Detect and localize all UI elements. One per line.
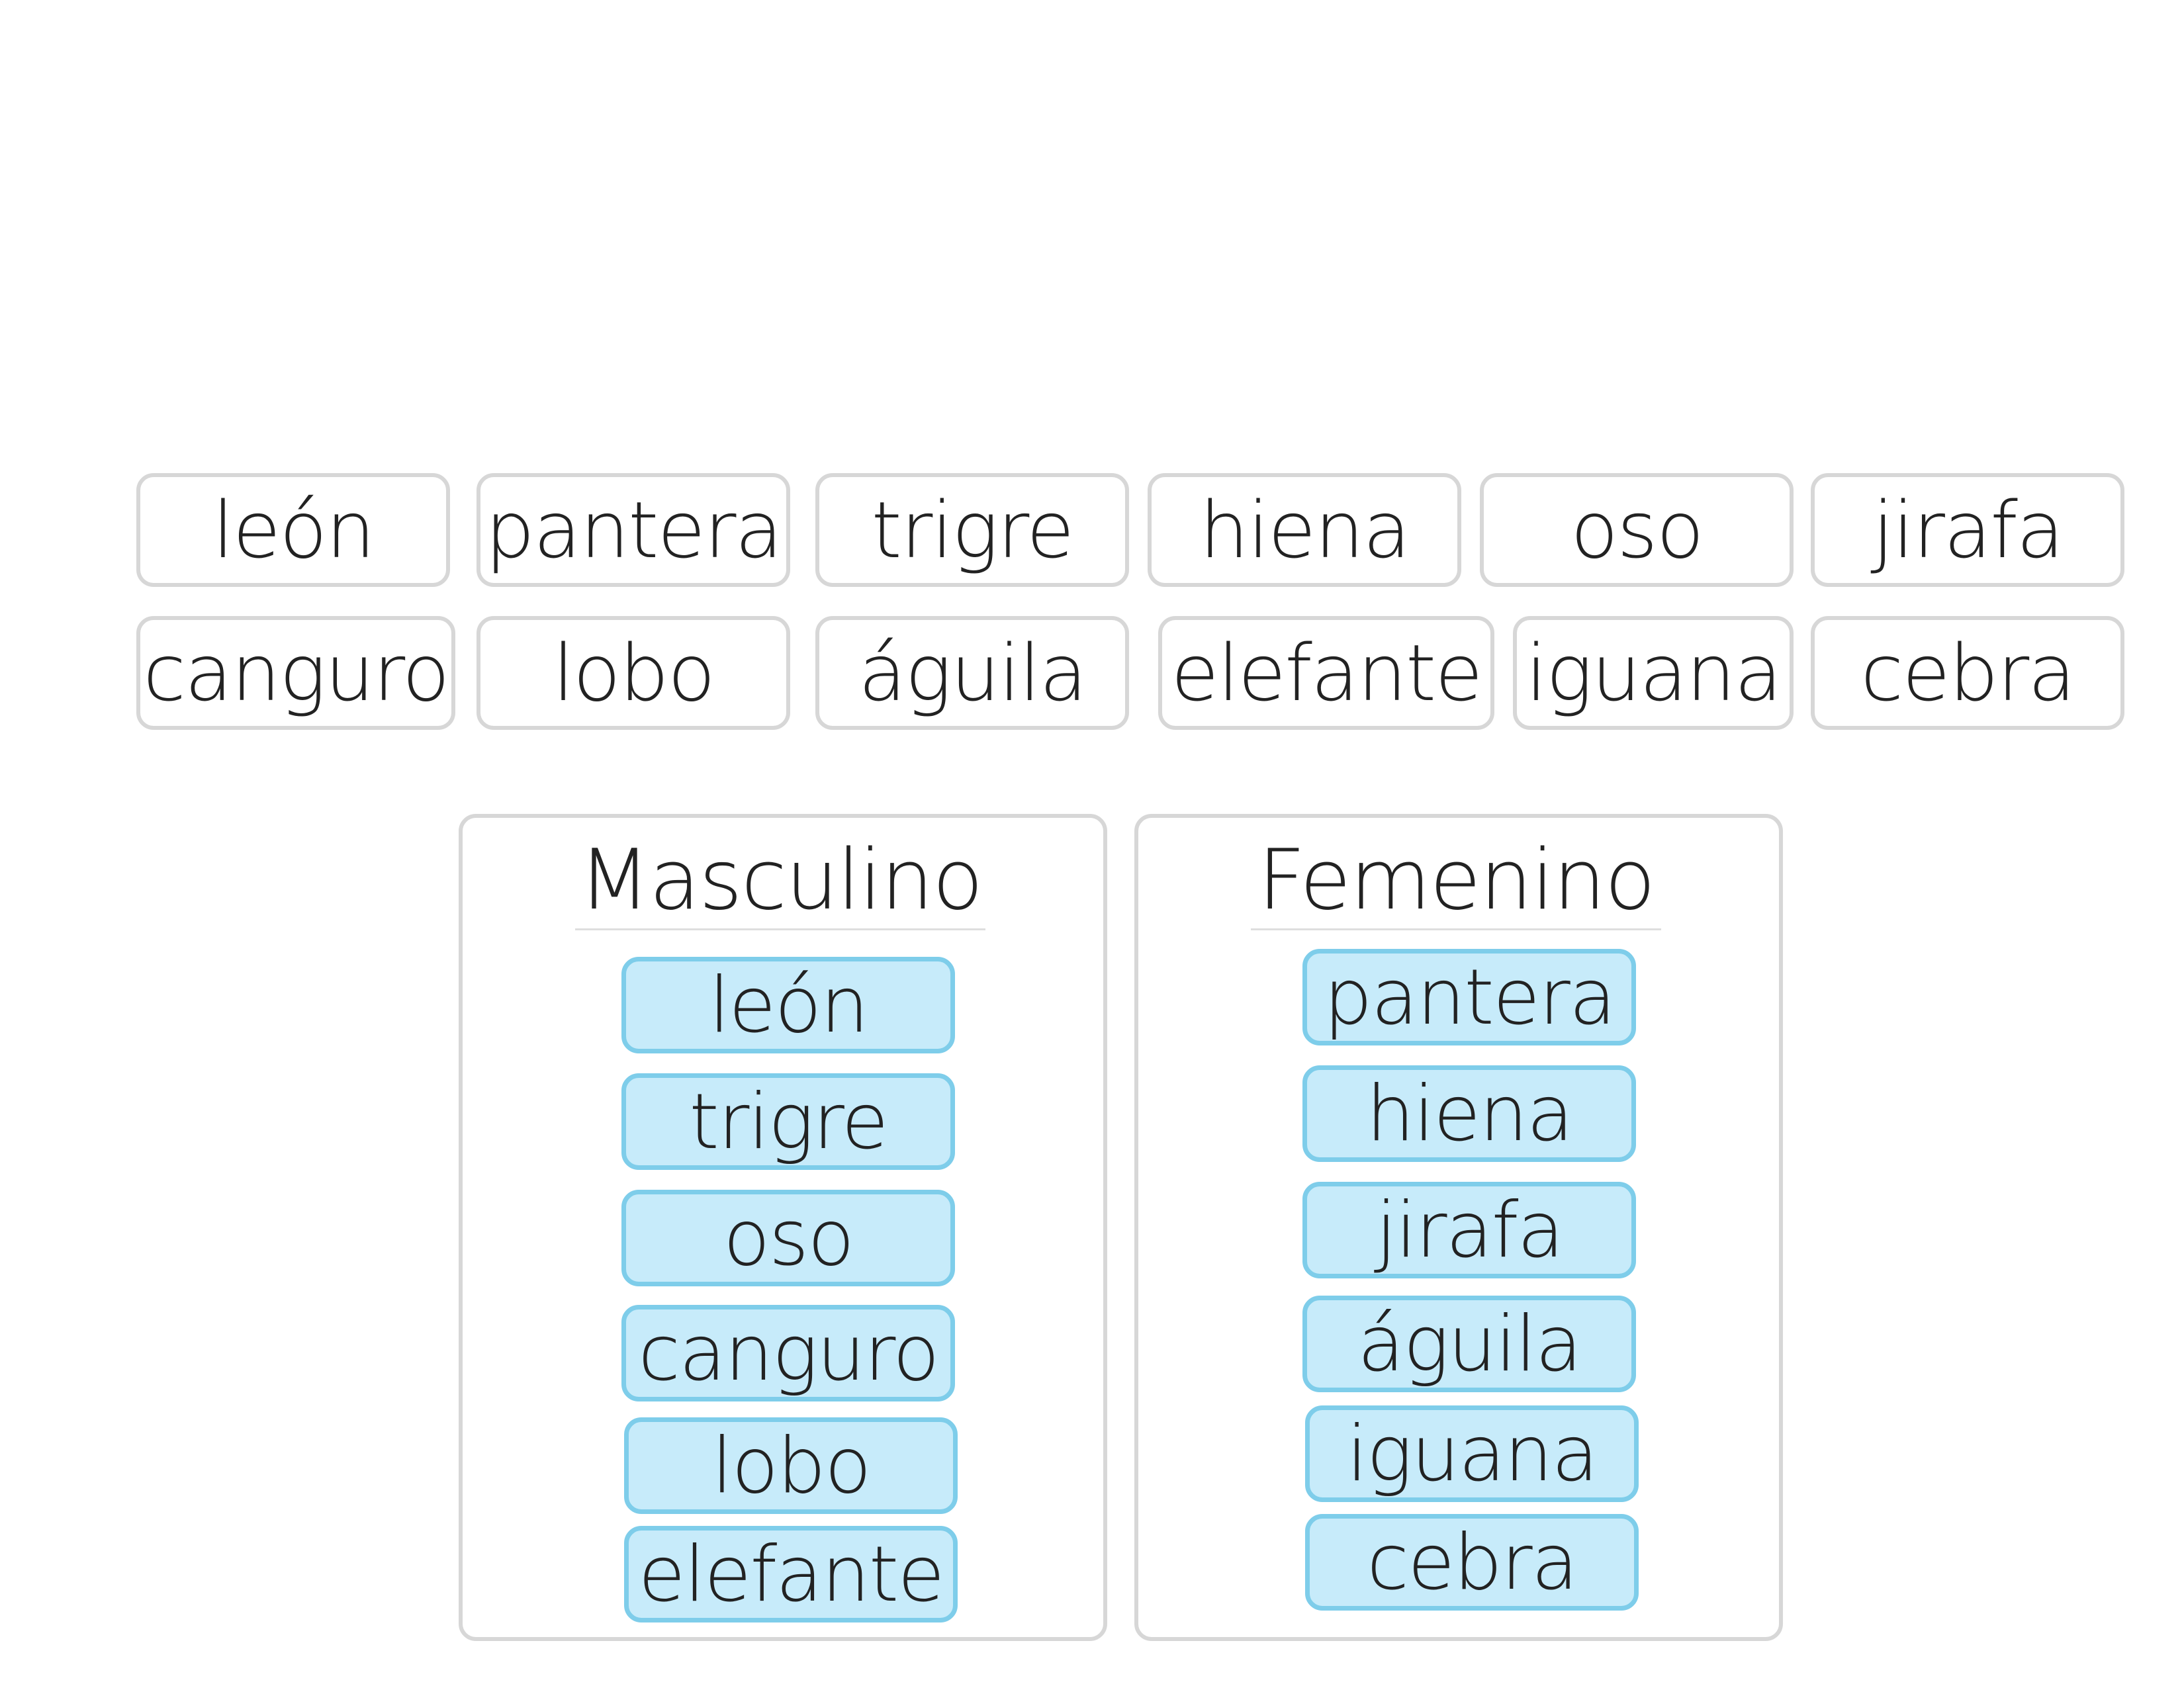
category-femenino[interactable] xyxy=(1134,814,1783,1641)
word-tile-hiena[interactable]: hiena xyxy=(1148,473,1461,587)
word-bank-row-2 xyxy=(132,616,2118,734)
sorted-chip-pantera[interactable]: pantera xyxy=(1302,949,1636,1045)
word-tile-leon[interactable]: león xyxy=(136,473,450,587)
word-tile-trigre[interactable]: trigre xyxy=(815,473,1129,587)
word-tile-pantera[interactable]: pantera xyxy=(477,473,790,587)
sorted-chip-cebra[interactable]: cebra xyxy=(1305,1514,1639,1611)
word-tile-cebra[interactable]: cebra xyxy=(1811,616,2124,730)
sorted-chip-leon[interactable]: león xyxy=(621,957,955,1053)
sorted-chip-jirafa[interactable]: jirafa xyxy=(1302,1182,1636,1278)
word-tile-elefante[interactable]: elefante xyxy=(1158,616,1494,730)
word-tile-iguana[interactable]: iguana xyxy=(1513,616,1794,730)
word-tile-canguro[interactable]: canguro xyxy=(136,616,455,730)
word-tile-aguila[interactable]: águila xyxy=(815,616,1129,730)
category-title-masculino: Masculino xyxy=(575,831,985,930)
word-tile-lobo[interactable]: lobo xyxy=(477,616,790,730)
sorted-chip-trigre[interactable]: trigre xyxy=(621,1073,955,1170)
sorted-chip-hiena[interactable]: hiena xyxy=(1302,1065,1636,1162)
sorted-chip-canguro[interactable]: canguro xyxy=(621,1305,955,1401)
sorted-chip-lobo[interactable]: lobo xyxy=(624,1417,958,1514)
category-masculino[interactable] xyxy=(459,814,1107,1641)
word-tile-jirafa[interactable]: jirafa xyxy=(1811,473,2124,587)
sorted-chip-iguana[interactable]: iguana xyxy=(1305,1405,1639,1502)
word-bank-row-1 xyxy=(132,473,2118,591)
category-title-femenino: Femenino xyxy=(1251,831,1661,930)
sorted-chip-elefante[interactable]: elefante xyxy=(624,1526,958,1622)
sorted-chip-aguila[interactable]: águila xyxy=(1302,1296,1636,1392)
sorted-chip-oso[interactable]: oso xyxy=(621,1190,955,1286)
word-tile-oso[interactable]: oso xyxy=(1480,473,1794,587)
